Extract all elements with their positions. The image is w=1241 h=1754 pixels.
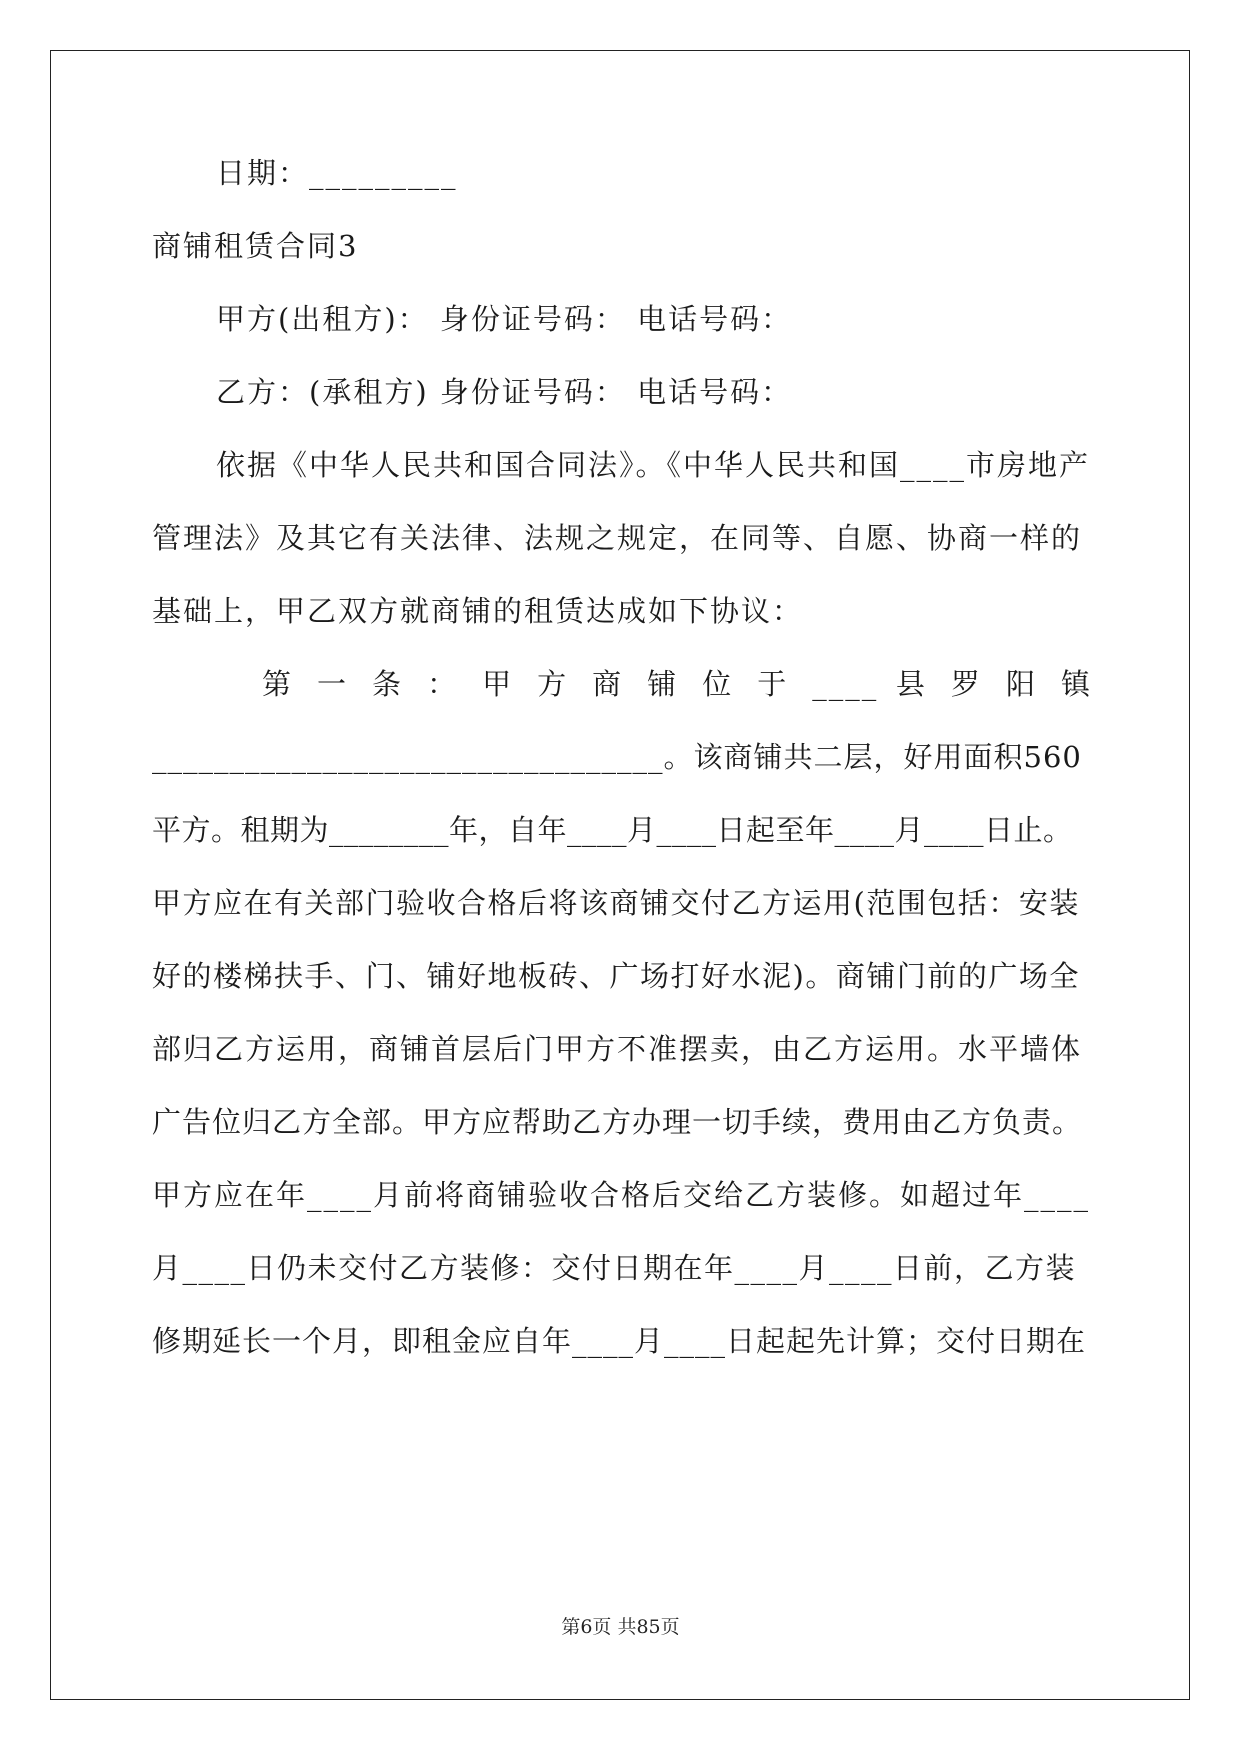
- paragraph-line: 甲方应在有关部门验收合格后将该商铺交付乙方运用(范围包括：安装: [152, 886, 1080, 920]
- paragraph-line: 修期延长一个月，即租金应自年____月____日起起先计算；交付日期在: [152, 1324, 1087, 1358]
- party-a-line: 甲方(出租方)： 身份证号码： 电话号码：: [216, 302, 793, 336]
- contract-title: 商铺租赁合同3: [152, 229, 359, 263]
- paragraph-line: 月____日仍未交付乙方装修：交付日期在年____月____日前，乙方装: [152, 1251, 1077, 1285]
- paragraph-line: 甲方应在年____月前将商铺验收合格后交给乙方装修。如超过年____: [152, 1178, 1091, 1212]
- page-frame: [50, 50, 1190, 1700]
- paragraph-line: 部归乙方运用，商铺首层后门甲方不准摆卖，由乙方运用。水平墙体: [152, 1032, 1083, 1066]
- paragraph-line: 依据《中华人民共和国合同法》。《中华人民共和国____市房地产: [216, 448, 1091, 482]
- page-number-footer: 第6页 共85页: [561, 1616, 680, 1638]
- article-one-line: 第 一 条 ： 甲 方 商 铺 位 于 ____ 县 罗 阳 镇: [262, 667, 1092, 701]
- date-line: 日期：_________: [216, 156, 458, 190]
- paragraph-line: 基础上，甲乙双方就商铺的租赁达成如下协议：: [152, 594, 804, 628]
- paragraph-line: 广告位归乙方全部。甲方应帮助乙方办理一切手续，费用由乙方负责。: [152, 1105, 1083, 1139]
- party-b-line: 乙方：(承租方) 身份证号码： 电话号码：: [216, 375, 793, 409]
- paragraph-line: 平方。租期为________年，自年____月____日起至年____月____日止。: [152, 813, 1073, 847]
- paragraph-line: 管理法》及其它有关法律、法规之规定，在同等、自愿、协商一样的: [152, 521, 1083, 555]
- paragraph-line: _________________________________。该商铺共二层，好用面积560: [152, 740, 1082, 774]
- paragraph-line: 好的楼梯扶手、门、铺好地板砖、广场打好水泥)。商铺门前的广场全: [152, 959, 1080, 993]
